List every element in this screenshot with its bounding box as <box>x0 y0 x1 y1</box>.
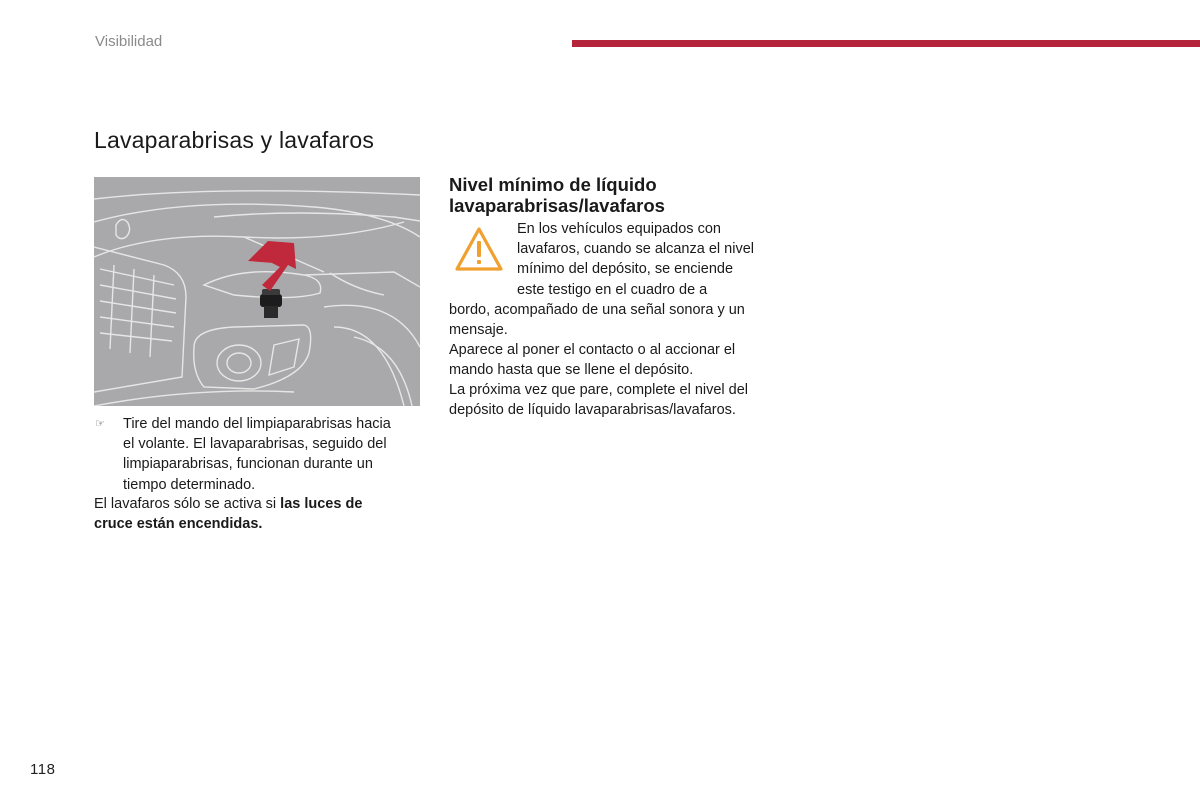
header-accent-bar <box>572 40 1200 47</box>
paragraph-line: mando hasta que se llene el depósito. <box>449 362 694 379</box>
bullet-line: tiempo determinado. <box>123 476 256 493</box>
bullet-line: el volante. El lavaparabrisas, seguido del <box>123 436 387 453</box>
paragraph-line: La próxima vez que pare, complete el nivel del <box>449 382 749 398</box>
washer-illustration <box>94 177 420 406</box>
note-bold: cruce están encendidas. <box>94 516 263 533</box>
page-title: Lavaparabrisas y lavafaros <box>94 127 375 153</box>
section-heading <box>449 175 779 216</box>
paragraph-2 <box>449 340 779 380</box>
paragraph-1 <box>449 300 779 340</box>
paragraph-line: depósito de líquido lavaparabrisas/lavafaros. <box>449 402 736 419</box>
bullet-line: Tire del mando del limpiaparabrisas hacia <box>123 416 391 432</box>
note-bold: las luces de <box>280 496 363 512</box>
page-number: 118 <box>30 761 56 778</box>
heading-line: Nivel mínimo de líquido <box>449 174 657 195</box>
warning-text <box>517 219 779 300</box>
warning-line: este testigo en el cuadro de a <box>517 281 708 298</box>
warning-triangle-icon <box>455 226 503 272</box>
heading-line: lavaparabrisas/lavafaros <box>449 194 665 216</box>
paragraph-line: bordo, acompañado de una señal sonora y un <box>449 302 745 318</box>
hand-pointer-icon: ☞ <box>95 418 105 430</box>
warning-line: lavafaros, cuando se alcanza el nivel <box>517 241 754 258</box>
warning-line: En los vehículos equipados con <box>517 221 721 237</box>
paragraph-line: Aparece al poner el contacto o al accionar el <box>449 342 736 358</box>
paragraph-3 <box>449 380 779 420</box>
warning-line: mínimo del depósito, se enciende <box>517 261 734 278</box>
car-front-illustration <box>94 177 420 406</box>
section-label: Visibilidad <box>95 33 163 50</box>
note-text: El lavafaros sólo se activa si <box>94 496 281 512</box>
instruction-bullet <box>95 414 415 495</box>
bullet-line: limpiaparabrisas, funcionan durante un <box>123 456 373 473</box>
headlamp-washer-note <box>94 494 424 534</box>
paragraph-line: mensaje. <box>449 322 508 339</box>
